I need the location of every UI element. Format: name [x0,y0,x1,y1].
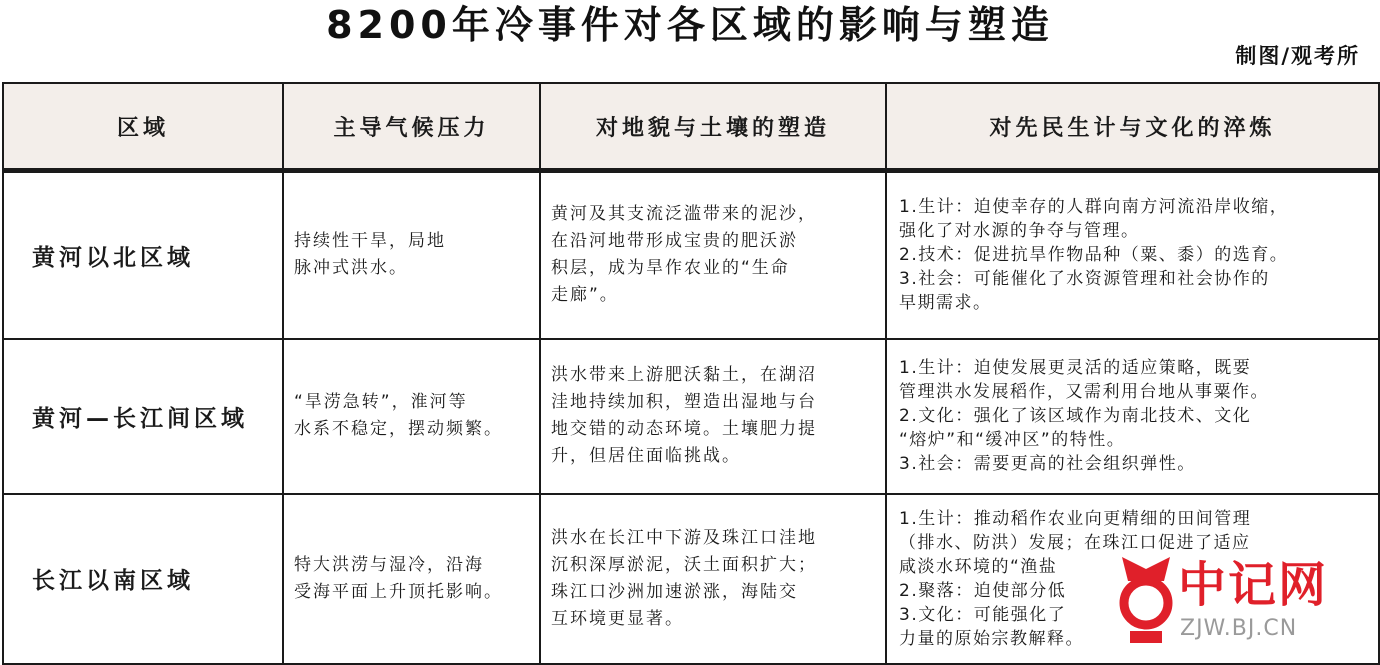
region-cell: 黄河以北区域 [3,171,283,339]
region-cell: 黄河—长江间区域 [3,339,283,494]
header-culture: 对先民生计与文化的淬炼 [886,83,1379,171]
watermark [1108,549,1378,659]
landform-cell: 黄河及其支流泛滥带来的泥沙， 在沿河地带形成宝贵的肥沃淤 积层，成为旱作农业的“生命 走廊”。 [540,171,886,339]
credit-line: 制图/观考所 [1235,44,1360,68]
header-pressure: 主导气候压力 [283,83,540,171]
seal-logo-icon [1108,551,1184,651]
table-row [3,171,1379,339]
watermark-name: 中记网 [1178,557,1329,613]
landform-cell: 洪水在长江中下游及珠江口洼地 沉积深厚淤泥，沃土面积扩大； 珠江口沙洲加速淤涨，海陆交 互环境更显著。 [540,494,886,664]
table-header-row [3,83,1379,171]
header-region: 区域 [3,83,283,171]
watermark-url: ZJW.BJ.CN [1180,616,1298,641]
region-cell: 长江以南区域 [3,494,283,664]
pressure-cell: “旱涝急转”，淮河等 水系不稳定，摆动频繁。 [283,339,540,494]
header-landform: 对地貌与土壤的塑造 [540,83,886,171]
landform-cell: 洪水带来上游肥沃黏土，在湖沼 洼地持续加积，塑造出湿地与台 地交错的动态环境。土壤肥力提 升，但居住面临挑战。 [540,339,886,494]
culture-cell: 1.生计：迫使幸存的人群向南方河流沿岸收缩， 强化了对水源的争夺与管理。 2.技术：促进抗旱作物品种（粟、黍）的选育。 3.社会：可能催化了水资源管理和社会协作的 早期需求。 [886,171,1379,339]
table-row [3,339,1379,494]
pressure-cell: 持续性干旱，局地 脉冲式洪水。 [283,171,540,339]
culture-cell: 1.生计：推动稻作农业向更精细的田间管理 （排水、防洪）发展；在珠江口促进了适应 咸淡水环境的“渔盐 2.聚落：迫使部分低 3.文化：可能强化了 力量的原始宗教解释。 [886,494,1379,664]
culture-cell: 1.生计：迫使发展更灵活的适应策略，既要 管理洪水发展稻作，又需利用台地从事粟作。 2.文化：强化了该区域作为南北技术、文化 “熔炉”和“缓冲区”的特性。 3.社会：需要更高的社会组织弹性。 [886,339,1379,494]
pressure-cell: 特大洪涝与湿冷，沿海 受海平面上升顶托影响。 [283,494,540,664]
page-title: 8200年冷事件对各区域的影响与塑造 [326,3,1054,47]
